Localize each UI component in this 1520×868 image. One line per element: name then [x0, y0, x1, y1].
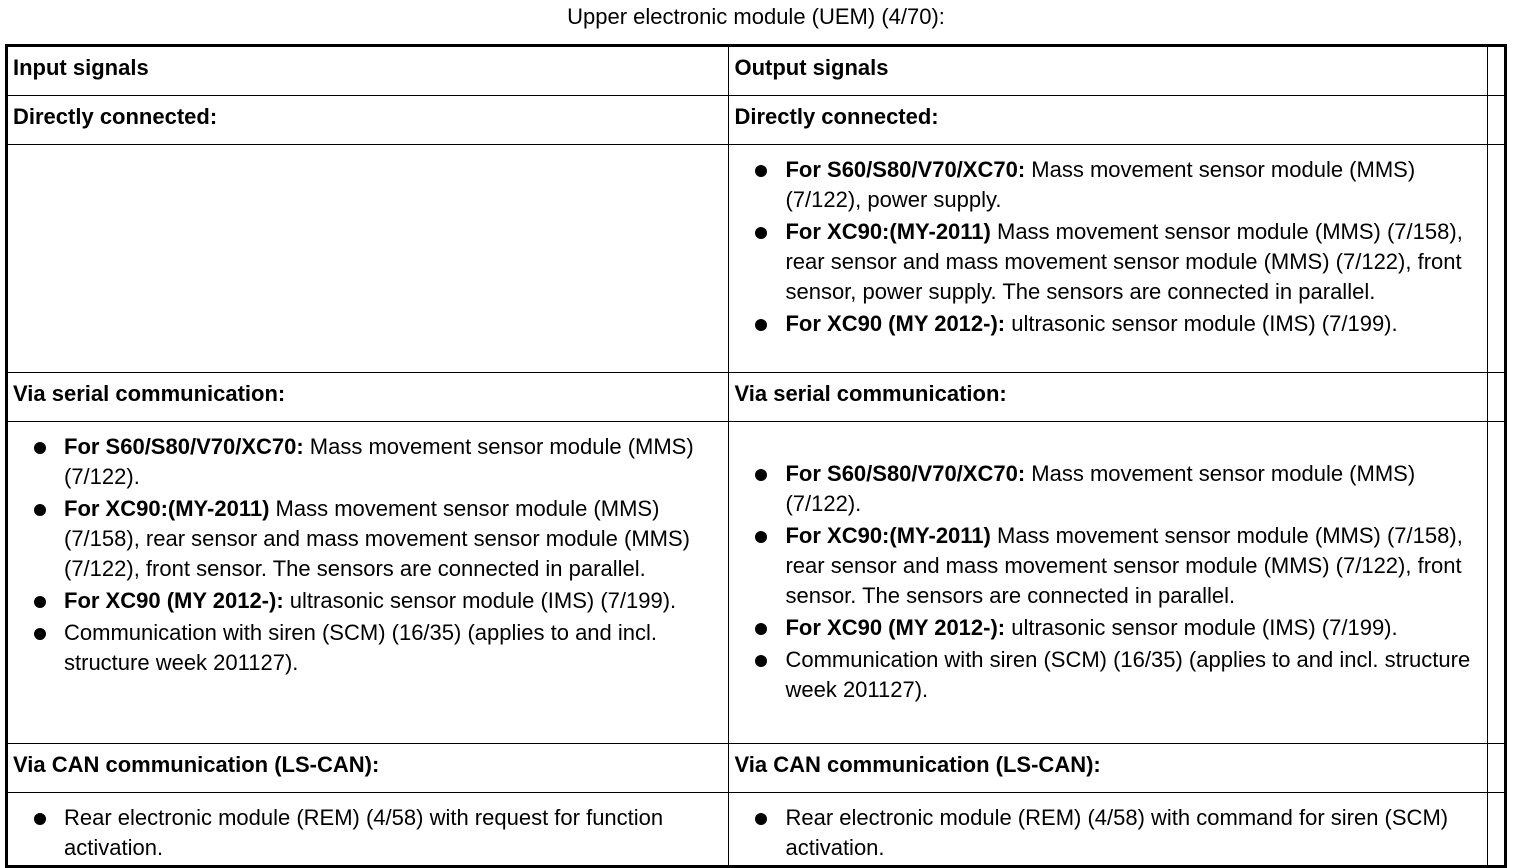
list-item: [729, 613, 1475, 643]
list-item: [729, 803, 1475, 863]
side-column-cell: [1487, 145, 1505, 373]
output-serial-label: Via serial communication:: [729, 373, 1488, 422]
input-serial-cell: [7, 422, 729, 744]
serial-label-row: [7, 373, 1506, 422]
output-serial-list: [729, 459, 1487, 705]
header-row: [7, 46, 1506, 96]
list-item-text: ultrasonic sensor module (IMS) (7/199).: [283, 588, 677, 613]
list-item-qualifier: For XC90 (MY 2012-):: [785, 614, 1006, 640]
list-item-qualifier: For S60/S80/V70/XC70:: [785, 460, 1026, 486]
list-item: [729, 217, 1475, 307]
list-item: [8, 432, 716, 492]
output-can-label: Via CAN communication (LS-CAN):: [729, 744, 1488, 793]
directly-connected-label-row: [7, 96, 1506, 145]
side-column-cell: [1487, 373, 1505, 422]
list-item-text: Rear electronic module (REM) (4/58) with command for siren (SCM) activation.: [785, 805, 1449, 860]
signals-table: [5, 44, 1507, 868]
side-column-cell: [1487, 422, 1505, 744]
can-row: [7, 793, 1506, 867]
document-title: Upper electronic module (UEM) (4/70):: [567, 4, 945, 29]
list-item-qualifier: For XC90:(MY-2011): [785, 522, 991, 548]
list-item-qualifier: For XC90:(MY-2011): [64, 496, 270, 521]
list-item-text: Communication with siren (SCM) (16/35) (applies to and incl. structure week 201127).: [64, 620, 658, 675]
input-can-list: [8, 803, 728, 863]
output-can-cell: [729, 793, 1488, 867]
list-item-text: Mass movement sensor module (MMS) (7/158), rear sensor and mass movement sensor module (MMS) (7/122), front sensor. The sensors are connected in parallel.: [785, 522, 1463, 608]
directly-connected-row: [7, 145, 1506, 373]
list-item: [8, 494, 716, 584]
can-label-row: [7, 744, 1506, 793]
serial-row: [7, 422, 1506, 744]
list-item-text: Mass movement sensor module (MMS) (7/122).: [785, 460, 1416, 516]
list-item-text: Rear electronic module (REM) (4/58) with request for function activation.: [64, 805, 664, 860]
list-item-qualifier: For S60/S80/V70/XC70:: [785, 157, 1026, 182]
list-item-qualifier: For S60/S80/V70/XC70:: [64, 434, 304, 459]
output-directly-connected-list: [729, 155, 1487, 339]
output-directly-connected-label: Directly connected:: [729, 96, 1488, 145]
input-directly-connected-label: Directly connected:: [7, 96, 729, 145]
list-item-qualifier: For XC90 (MY 2012-):: [785, 311, 1006, 336]
side-column-cell: [1487, 744, 1505, 793]
list-item-text: Mass movement sensor module (MMS) (7/122).: [64, 434, 694, 489]
list-item: [8, 618, 716, 678]
output-serial-cell: [729, 422, 1488, 744]
list-item: [729, 645, 1475, 705]
list-item: [8, 803, 716, 863]
output-signals-header: Output signals: [729, 46, 1488, 96]
side-column-cell: [1487, 793, 1505, 867]
list-item-text: ultrasonic sensor module (IMS) (7/199).: [1005, 614, 1398, 640]
list-item-text: Communication with siren (SCM) (16/35) (applies to and incl. structure week 201127).: [785, 646, 1471, 702]
input-serial-list: [8, 432, 728, 678]
output-directly-connected-cell: [729, 145, 1488, 373]
input-directly-connected-cell: [7, 145, 729, 373]
input-can-cell: [7, 793, 729, 867]
list-item-text: Mass movement sensor module (MMS) (7/158), rear sensor and mass movement sensor module (MMS) (7/122), front sensor. The sensors are connected in parallel.: [64, 496, 691, 581]
side-column-cell: [1487, 96, 1505, 145]
list-item: [8, 586, 716, 616]
list-item: [729, 155, 1475, 215]
output-can-list: [729, 803, 1487, 863]
list-item-text: ultrasonic sensor module (IMS) (7/199).: [1005, 311, 1398, 336]
side-column-cell: [1487, 46, 1505, 96]
list-item-text: Mass movement sensor module (MMS) (7/158), rear sensor and mass movement sensor module (MMS) (7/122), front sensor, power supply. The sensors are connected in parallel.: [785, 219, 1463, 304]
list-item: [729, 521, 1475, 611]
list-item-qualifier: For XC90 (MY 2012-):: [64, 588, 284, 613]
list-item: [729, 459, 1475, 519]
input-serial-label: Via serial communication:: [7, 373, 729, 422]
list-item: [729, 309, 1475, 339]
input-can-label: Via CAN communication (LS-CAN):: [7, 744, 729, 793]
list-item-text: Mass movement sensor module (MMS) (7/122), power supply.: [785, 157, 1416, 212]
input-signals-header: Input signals: [7, 46, 729, 96]
list-item-qualifier: For XC90:(MY-2011): [785, 219, 991, 244]
